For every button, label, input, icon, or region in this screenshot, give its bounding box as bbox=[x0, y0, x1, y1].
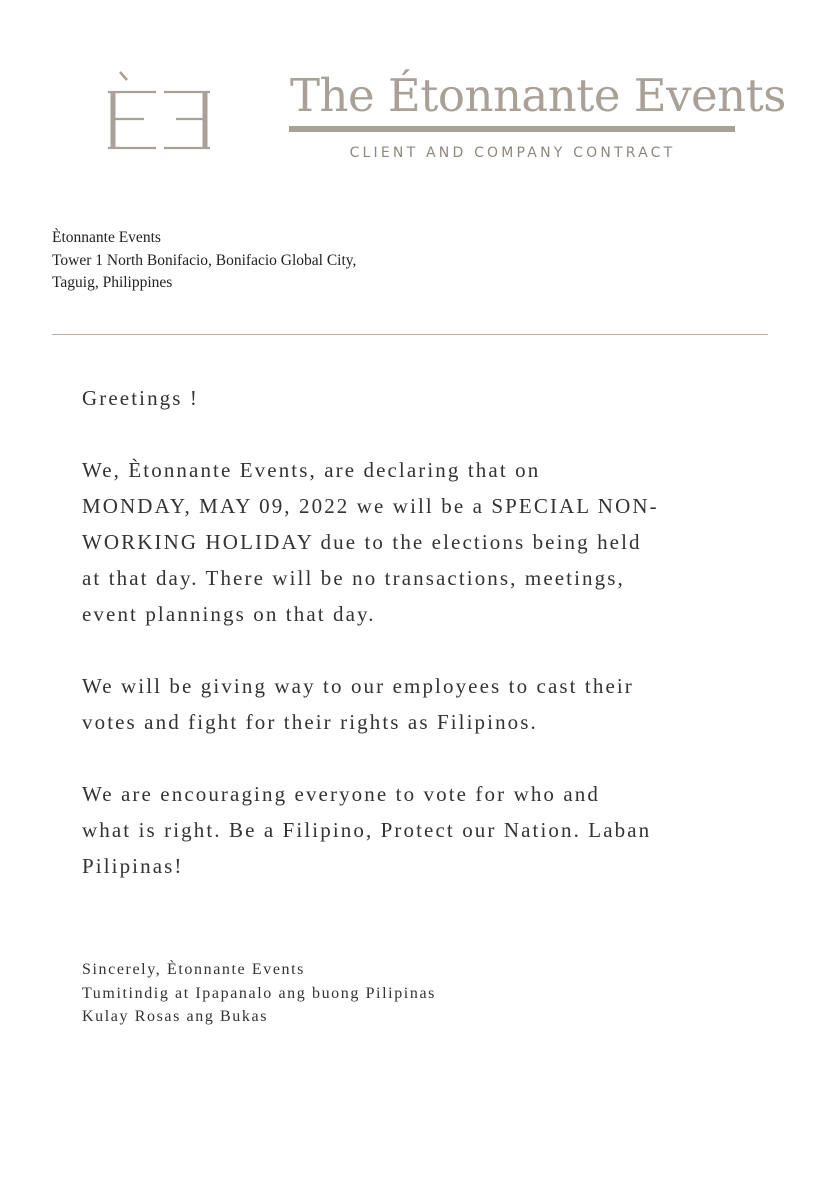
text-line: at that day. There will be no transactions, meetings, bbox=[82, 566, 625, 590]
header-divider bbox=[52, 334, 768, 335]
text-line: votes and fight for their rights as Filipinos. bbox=[82, 710, 538, 734]
ee-monogram-logo-icon bbox=[100, 66, 218, 158]
brand-title: The Étonnante Events bbox=[290, 69, 786, 122]
text-line: event plannings on that day. bbox=[82, 602, 376, 626]
paragraph-holiday-declaration bbox=[82, 452, 742, 632]
greeting: Greetings ! bbox=[82, 386, 199, 410]
paragraph-encouragement bbox=[82, 776, 742, 884]
text-line: MONDAY, MAY 09, 2022 we will be a SPECIAL NON- bbox=[82, 494, 659, 518]
text-line: We will be giving way to our employees to cast their bbox=[82, 674, 634, 698]
signature-block bbox=[82, 958, 436, 1029]
brand-underline bbox=[289, 126, 735, 132]
signoff-line-2: Tumitindig at Ipapanalo ang buong Pilipinas bbox=[82, 984, 436, 1002]
address-line-2: Taguig, Philippines bbox=[52, 274, 173, 291]
text-line: Pilipinas! bbox=[82, 854, 184, 878]
letter-body bbox=[82, 380, 742, 884]
signoff-line-1: Sincerely, Ètonnante Events bbox=[82, 961, 305, 978]
address-name: Ètonnante Events bbox=[52, 229, 161, 246]
text-line: what is right. Be a Filipino, Protect our Nation. Laban bbox=[82, 818, 652, 842]
text-line: We are encouraging everyone to vote for who and bbox=[82, 782, 601, 806]
text-line: We, Ètonnante Events, are declaring that on bbox=[82, 458, 541, 482]
text-line: WORKING HOLIDAY due to the elections being held bbox=[82, 530, 642, 554]
sender-address bbox=[52, 227, 356, 295]
address-line-1: Tower 1 North Bonifacio, Bonifacio Global City, bbox=[52, 251, 357, 269]
paragraph-employee-voting bbox=[82, 668, 742, 740]
document-subtitle: CLIENT AND COMPANY CONTRACT bbox=[349, 145, 676, 161]
signoff-line-3: Kulay Rosas ang Bukas bbox=[82, 1008, 269, 1025]
